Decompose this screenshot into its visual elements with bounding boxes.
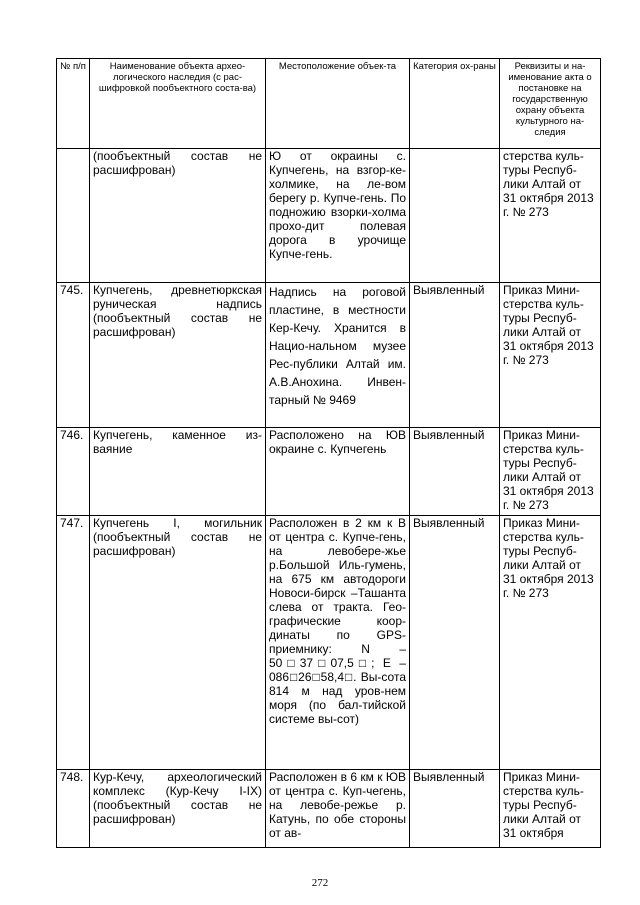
row-object-name: (пообъектный состав не расшифрован) bbox=[90, 149, 266, 283]
row-location: Расположен в 2 км к В от центра с. Купче-гень, на левобере-жье р.Большой Иль-гумень, на 675 км автодороги Новоси-бирск –Ташанта слева от тракта. Гео-графические коор-динаты по GPS-приемнику: N – 50□37□07,5□; E – 086□26□58,4□. Вы-сота 814 м над уров-нем моря (по бал-тийской системе вы-сот) bbox=[266, 516, 410, 770]
row-object-name: Купчегень, каменное из-ваяние bbox=[90, 428, 266, 516]
row-number: 745. bbox=[57, 283, 90, 428]
row-act: Приказ Мини-стерства куль-туры Респуб-лики Алтай от 31 октября 2013 г. № 273 bbox=[500, 428, 601, 516]
table-row bbox=[57, 770, 601, 848]
heritage-table bbox=[56, 58, 601, 848]
row-category: Выявленный bbox=[410, 516, 500, 770]
table-header-row bbox=[57, 59, 601, 149]
row-number: 746. bbox=[57, 428, 90, 516]
row-location: Расположено на ЮВ окраине с. Купчегень bbox=[266, 428, 410, 516]
table-row bbox=[57, 516, 601, 770]
row-object-name: Купчегень, древнетюркская руническая надпись (пообъектный состав не расшифрован) bbox=[90, 283, 266, 428]
row-object-name: Купчегень I, могильник (пообъектный состав не расшифрован) bbox=[90, 516, 266, 770]
row-act: стерства куль-туры Респуб-лики Алтай от 31 октября 2013 г. № 273 bbox=[500, 149, 601, 283]
row-object-name: Кур-Кечу, археологический комплекс (Кур-Кечу I-IX) (пообъектный состав не расшифрован) bbox=[90, 770, 266, 848]
table-row bbox=[57, 283, 601, 428]
row-act: Приказ Мини-стерства куль-туры Респуб-лики Алтай от 31 октября bbox=[500, 770, 601, 848]
row-category: Выявленный bbox=[410, 770, 500, 848]
row-category: Выявленный bbox=[410, 428, 500, 516]
row-number: 748. bbox=[57, 770, 90, 848]
row-act: Приказ Мини-стерства куль-туры Респуб-лики Алтай от 31 октября 2013 г. № 273 bbox=[500, 516, 601, 770]
header-object-name: Наименование объекта архео-логического наследия (с рас-шифровкой пообъектного соста-ва) bbox=[90, 59, 266, 149]
row-location: Расположен в 6 км к ЮВ от центра с. Куп-чегень, на левобе-режье р. Катунь, по обе стороны от ав- bbox=[266, 770, 410, 848]
table-row bbox=[57, 428, 601, 516]
page-number: 272 bbox=[311, 877, 329, 889]
header-location: Местоположение объек-та bbox=[266, 59, 410, 149]
header-category: Категория ох-раны bbox=[410, 59, 500, 149]
header-act: Реквизиты и на-именование акта о постановке на государственную охрану объекта культурного на-следия bbox=[500, 59, 601, 149]
row-location: Ю от окраины с. Купчегень, на взгор-ке-холмике, на ле-вом берегу р. Купче-гень. По подножию взорки-холма прохо-дит полевая дорога в урочище Купче-гень. bbox=[266, 149, 410, 283]
row-number: 747. bbox=[57, 516, 90, 770]
row-category bbox=[410, 149, 500, 283]
row-location: Надпись на роговой пластине, в местности Кер-Кечу. Хранится в Нацио-нальном музее Рес-публики Алтай им. А.В.Анохина. Инвен-тарный № 9469 bbox=[266, 283, 410, 428]
header-number: № п/п bbox=[57, 59, 90, 149]
row-act: Приказ Мини-стерства куль-туры Респуб-лики Алтай от 31 октября 2013 г. № 273 bbox=[500, 283, 601, 428]
row-number bbox=[57, 149, 90, 283]
table-row bbox=[57, 149, 601, 283]
row-category: Выявленный bbox=[410, 283, 500, 428]
